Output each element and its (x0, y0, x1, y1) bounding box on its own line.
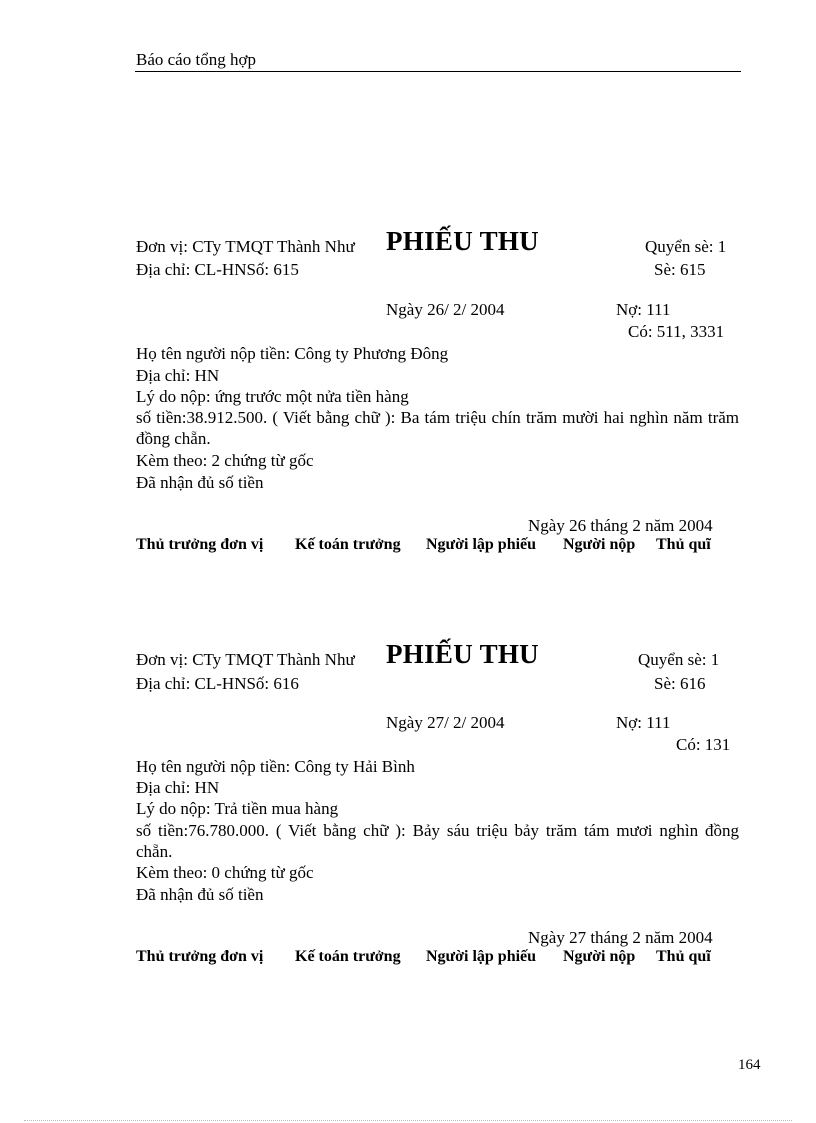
signature-chief-accountant: Kế toán trưởng (295, 948, 401, 965)
signature-payer: Người nộp (563, 536, 636, 553)
book-number: Quyển sè: 1 (638, 650, 720, 669)
debit-account: Nợ: 111 (616, 300, 671, 319)
amount-text: số tiền:38.912.500. ( Viết bằng chữ ): Ba tám triệu chín trăm mười hai nghìn năm trăm đồng chẵn. (136, 408, 739, 448)
credit-account: Có: 131 (676, 735, 731, 754)
payer-name: Họ tên người nộp tiền: Công ty Hải Bình (136, 757, 415, 776)
form-title: PHIẾU THU (386, 226, 539, 256)
header-title: Báo cáo tổng hợp (136, 50, 256, 69)
serial-number: Sè: 616 (654, 674, 706, 693)
payer-address: Địa chỉ: HN (136, 778, 220, 797)
payment-reason: Lý do nộp: Trả tiền mua hàng (136, 799, 339, 818)
attachments: Kèm theo: 0 chứng từ gốc (136, 863, 314, 882)
signature-preparer: Người lập phiếu (426, 948, 537, 965)
address-line: Địa chỉ: CL-HNSố: 615 (136, 260, 299, 279)
received-note: Đã nhận đủ số tiền (136, 885, 264, 904)
serial-number: Sè: 615 (654, 260, 706, 279)
payer-name: Họ tên người nộp tiền: Công ty Phương Đông (136, 344, 449, 363)
amount-text: số tiền:76.780.000. ( Viết bằng chữ ): Bảy sáu triệu bảy trăm tám mươi nghìn đồng chẵn. (136, 821, 739, 861)
page-number: 164 (738, 1057, 761, 1073)
header-rule (135, 71, 741, 72)
signature-preparer: Người lập phiếu (426, 536, 537, 553)
form-title: PHIẾU THU (386, 639, 539, 669)
received-note: Đã nhận đủ số tiền (136, 473, 264, 492)
signature-payer: Người nộp (563, 948, 636, 965)
receipt-date: Ngày 27/ 2/ 2004 (386, 713, 505, 732)
signature-chief-accountant: Kế toán trưởng (295, 536, 401, 553)
page-bottom-border (24, 1120, 792, 1121)
address-line: Địa chỉ: CL-HNSố: 616 (136, 674, 299, 693)
debit-account: Nợ: 111 (616, 713, 671, 732)
signature-director: Thủ trưởng đơn vị (136, 948, 264, 965)
payment-reason: Lý do nộp: ứng trước một nửa tiền hàng (136, 387, 409, 406)
signature-date: Ngày 27 tháng 2 năm 2004 (528, 928, 713, 947)
signature-cashier: Thủ quĩ (656, 948, 711, 965)
unit-line: Đơn vị: CTy TMQT Thành Như (136, 650, 355, 669)
payer-address: Địa chỉ: HN (136, 366, 220, 385)
attachments: Kèm theo: 2 chứng từ gốc (136, 451, 314, 470)
signature-director: Thủ trưởng đơn vị (136, 536, 264, 553)
unit-line: Đơn vị: CTy TMQT Thành Như (136, 237, 355, 256)
signature-cashier: Thủ quĩ (656, 536, 711, 553)
credit-account: Có: 511, 3331 (628, 322, 725, 341)
receipt-date: Ngày 26/ 2/ 2004 (386, 300, 505, 319)
signature-date: Ngày 26 tháng 2 năm 2004 (528, 516, 713, 535)
book-number: Quyển sè: 1 (645, 237, 727, 256)
